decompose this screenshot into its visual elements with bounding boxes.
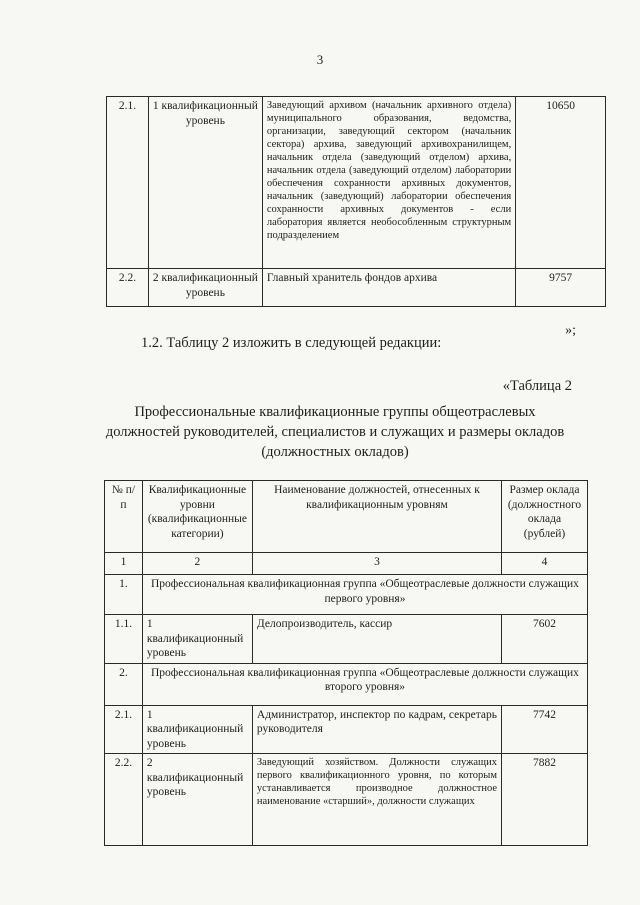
salary-value: 7742 (502, 705, 588, 754)
group-row (105, 663, 588, 705)
group-number: 1. (105, 575, 143, 615)
position-names: Заведующий архивом (начальник архивного отдела) муниципального образования, ведомства, организации, заведующий сектором (начальник сектора) архива, заведующий архивохранилищем, начальник отдела (заведующий отделом) архива, начальник отдела (заведующий отделом) лаборатории обеспечения сохранности архивных документов, начальник (заведующий) лаборатории обеспечения сохранности архивных документов - если лаборатория является необособленным структурным подразделением (262, 97, 515, 269)
qualification-level: 2 квалификационный уровень (142, 754, 252, 846)
table-row (105, 615, 588, 664)
salary-value: 7882 (502, 754, 588, 846)
qualification-level: 2 квалификационный уровень (148, 269, 262, 307)
group-row (105, 575, 588, 615)
salary-value: 9757 (516, 269, 606, 307)
row-number: 2.1. (105, 705, 143, 754)
col-number: 4 (502, 553, 588, 575)
qualification-level: 1 квалификационный уровень (142, 615, 252, 664)
amendment-text: 1.2. Таблицу 2 изложить в следующей редакции: (141, 335, 442, 351)
table-1-continuation (106, 96, 606, 307)
row-number: 2.2. (107, 269, 149, 307)
closing-quote: »; (565, 323, 576, 338)
col-number: 3 (252, 553, 501, 575)
salary-value: 10650 (516, 97, 606, 269)
header-level: Квалификационные уровни (квалификационные категории) (142, 481, 252, 553)
header-row (105, 481, 588, 553)
table-title: Профессиональные квалификационные группы общеотраслевых должностей руководителей, специалистов и служащих и размеры окладов (должностных окладов) (105, 404, 565, 460)
table-row (105, 754, 588, 846)
table-row (105, 705, 588, 754)
position-names: Делопроизводитель, кассир (252, 615, 501, 664)
qualification-level: 1 квалификационный уровень (148, 97, 262, 269)
group-title: Профессиональная квалификационная группа «Общеотраслевые должности служащих первого уровня» (142, 575, 587, 615)
position-names: Заведующий хозяйством. Должности служащих первого квалификационного уровня, по которым устанавливается производное должностное наименование «старший», должности служащих (252, 754, 501, 846)
position-names: Главный хранитель фондов архива (262, 269, 515, 307)
page-number: 3 (316, 52, 324, 67)
column-numbers-row (105, 553, 588, 575)
col-number: 1 (105, 553, 143, 575)
row-number: 1.1. (105, 615, 143, 664)
row-number: 2.1. (107, 97, 149, 269)
header-positions: Наименование должностей, отнесенных к квалификационным уровням (252, 481, 501, 553)
group-title: Профессиональная квалификационная группа «Общеотраслевые должности служащих второго уровня» (142, 663, 587, 705)
salary-value: 7602 (502, 615, 588, 664)
header-salary: Размер оклада (должностного оклада (рублей) (502, 481, 588, 553)
position-names: Администратор, инспектор по кадрам, секретарь руководителя (252, 705, 501, 754)
col-number: 2 (142, 553, 252, 575)
group-number: 2. (105, 663, 143, 705)
header-num: № п/п (105, 481, 143, 553)
qualification-level: 1 квалификационный уровень (142, 705, 252, 754)
table-row (107, 97, 606, 269)
table-label: «Таблица 2 (502, 378, 572, 394)
table-2 (104, 480, 588, 846)
row-number: 2.2. (105, 754, 143, 846)
table-row (107, 269, 606, 307)
